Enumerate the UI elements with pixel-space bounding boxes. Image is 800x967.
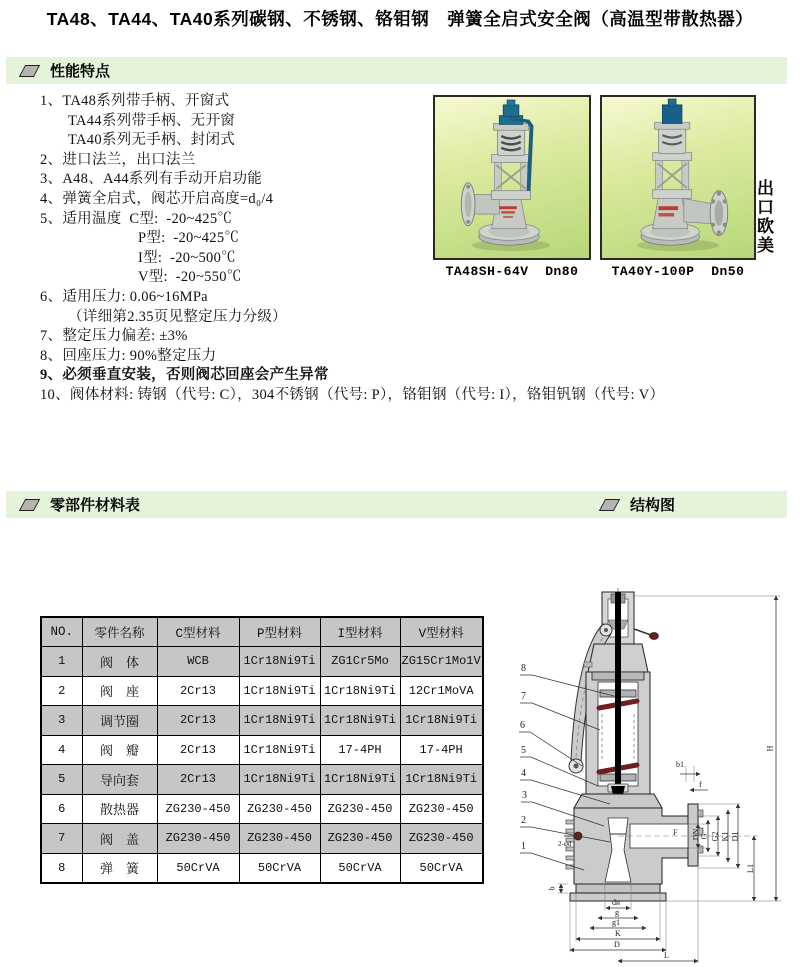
callout-number: 4	[521, 768, 526, 779]
cell-i-material: 1Cr18Ni9Ti	[320, 706, 400, 736]
cell-v-material: 17-4PH	[400, 735, 483, 765]
feature-item: 6、适用压力: 0.06~16MPa	[40, 288, 208, 305]
structure-heading-group	[586, 491, 675, 518]
dim-label-H: H	[765, 745, 775, 752]
parallelogram-icon	[599, 499, 620, 511]
product-caption-ta48: TA48SH-64V Dn80	[445, 264, 579, 279]
cell-c-material: 2Cr13	[157, 676, 239, 706]
feature-item: P型: -20~425℃	[138, 230, 240, 247]
section-header-materials	[6, 491, 787, 518]
callout-number: 6	[520, 720, 525, 731]
dim-label-f: f	[699, 780, 702, 789]
table-row	[41, 824, 483, 854]
table-row	[41, 706, 483, 736]
cell-p-material: 1Cr18Ni9Ti	[239, 676, 320, 706]
cell-c-material: WCB	[157, 647, 239, 677]
product-photo-ta48	[433, 95, 591, 260]
dim-label-g: g	[615, 908, 619, 917]
cell-part-name: 阀 瓣	[82, 735, 157, 765]
valve-with-lever-illustration	[435, 97, 589, 258]
cell-v-material: 50CrVA	[400, 853, 483, 883]
product-photo-ta40	[600, 95, 756, 260]
cell-i-material: ZG230-450	[320, 824, 400, 854]
cell-c-material: 2Cr13	[157, 706, 239, 736]
cell-part-name: 导向套	[82, 765, 157, 795]
parallelogram-icon	[19, 65, 40, 77]
cell-i-material: 17-4PH	[320, 735, 400, 765]
feature-item: 4、弹簧全启式，阀芯开启高度=d₀/4	[40, 190, 274, 207]
cell-part-name: 阀 座	[82, 676, 157, 706]
table-row	[41, 647, 483, 677]
cell-p-material: 50CrVA	[239, 853, 320, 883]
feature-item: 8、回座压力: 90%整定压力	[40, 347, 217, 364]
col-header-part: 零件名称	[82, 617, 157, 647]
cell-c-material: 2Cr13	[157, 765, 239, 795]
col-header-p: P型材料	[239, 617, 320, 647]
cell-no: 7	[41, 824, 82, 854]
feature-item: TA44系列带手柄、无开窗	[68, 112, 236, 129]
valve-cross-section	[564, 592, 703, 901]
materials-heading: 零部件材料表	[50, 497, 141, 514]
cell-c-material: 50CrVA	[157, 853, 239, 883]
cell-no: 1	[41, 647, 82, 677]
features-heading: 性能特点	[50, 63, 111, 80]
cell-p-material: ZG230-450	[239, 794, 320, 824]
materials-table	[40, 616, 484, 884]
feature-item: （详细第2.35页见整定压力分级）	[68, 308, 287, 325]
dim-label-b: b	[547, 886, 557, 891]
cell-no: 4	[41, 735, 82, 765]
cell-no: 8	[41, 853, 82, 883]
callout-number: 5	[521, 745, 526, 756]
col-header-c: C型材料	[157, 617, 239, 647]
cell-v-material: ZG230-450	[400, 824, 483, 854]
feature-item: TA40系列无手柄、封闭式	[68, 132, 236, 149]
feature-item: I型: -20~500℃	[138, 249, 236, 266]
cell-part-name: 弹 簧	[82, 853, 157, 883]
export-orientation-label: 出口欧美	[757, 179, 774, 255]
cell-p-material: 1Cr18Ni9Ti	[239, 647, 320, 677]
cell-v-material: ZG230-450	[400, 794, 483, 824]
dim-label-2-phi-d: 2-φd	[558, 840, 572, 848]
cell-no: 5	[41, 765, 82, 795]
cell-v-material: 1Cr18Ni9Ti	[400, 706, 483, 736]
feature-item: 3、A48、A44系列有手动开启功能	[40, 171, 263, 188]
cell-part-name: 散热器	[82, 794, 157, 824]
structure-heading: 结构图	[630, 497, 676, 514]
section-header-features	[6, 57, 787, 84]
cell-part-name: 阀 盖	[82, 824, 157, 854]
cell-c-material: 2Cr13	[157, 735, 239, 765]
dim-label-G2: G2	[710, 831, 720, 842]
cell-p-material: 1Cr18Ni9Ti	[239, 706, 320, 736]
feature-item: V型: -20~550℃	[138, 269, 242, 286]
feature-item: 2、进口法兰，出口法兰	[40, 151, 196, 168]
table-row	[41, 676, 483, 706]
callout-number: 8	[521, 663, 526, 674]
cell-no: 2	[41, 676, 82, 706]
product-caption-ta40: TA40Y-100P Dn50	[611, 264, 745, 279]
table-row	[41, 735, 483, 765]
feature-item: 10、阀体材料: 铸钢（代号: C），304不锈钢（代号: P），铬钼钢（代号: I），铬钼钒钢（代号: V）	[40, 386, 665, 403]
cell-no: 3	[41, 706, 82, 736]
cell-i-material: ZG230-450	[320, 794, 400, 824]
col-header-no: NO.	[41, 617, 82, 647]
feature-item: 5、适用温度 C型: -20~425℃	[40, 210, 233, 227]
callout-number: 1	[521, 841, 526, 852]
dim-label-K: K	[615, 929, 621, 938]
col-header-v: V型材料	[400, 617, 483, 647]
table-row	[41, 765, 483, 795]
cell-i-material: 50CrVA	[320, 853, 400, 883]
cell-v-material: 1Cr18Ni9Ti	[400, 765, 483, 795]
cell-p-material: ZG230-450	[239, 824, 320, 854]
table-header-row	[41, 617, 483, 647]
dim-label-D: D	[614, 940, 620, 949]
table-row	[41, 853, 483, 883]
feature-item: 7、整定压力偏差: ±3%	[40, 328, 188, 345]
cell-i-material: 1Cr18Ni9Ti	[320, 676, 400, 706]
parallelogram-icon	[19, 499, 40, 511]
dim-label-g1: g1	[612, 918, 620, 927]
cell-no: 6	[41, 794, 82, 824]
cell-p-material: 1Cr18Ni9Ti	[239, 765, 320, 795]
cell-v-material: 12Cr1MoVA	[400, 676, 483, 706]
cell-i-material: 1Cr18Ni9Ti	[320, 765, 400, 795]
dim-label-DN: DN	[691, 828, 701, 841]
callout-number: 2	[521, 815, 526, 826]
table-row	[41, 794, 483, 824]
cell-v-material: ZG15Cr1Mo1V	[400, 647, 483, 677]
page-title: TA48、TA44、TA40系列碳钢、不锈钢、铬钼钢 弹簧全启式安全阀（高温型带散热器）	[46, 9, 754, 29]
cell-c-material: ZG230-450	[157, 824, 239, 854]
cell-p-material: 1Cr18Ni9Ti	[239, 735, 320, 765]
dim-label-b1: b1	[676, 760, 684, 769]
feature-item: 9、必须垂直安装，否则阀芯回座会产生异常	[40, 367, 329, 384]
dim-label-L1: L1	[745, 864, 755, 873]
dim-label-dn: dn	[612, 898, 620, 907]
cell-c-material: ZG230-450	[157, 794, 239, 824]
cell-i-material: ZG1Cr5Mo	[320, 647, 400, 677]
callout-number: 7	[521, 691, 526, 702]
col-header-i: I型材料	[320, 617, 400, 647]
dim-label-D1: D1	[730, 831, 740, 842]
structure-diagram-drawing	[518, 532, 800, 964]
feature-item: 1、TA48系列带手柄、开窗式	[40, 93, 230, 109]
valve-no-lever-illustration	[602, 97, 754, 258]
structure-diagram	[518, 532, 800, 964]
cell-part-name: 调节圈	[82, 706, 157, 736]
dim-label-K1: K1	[720, 831, 730, 842]
dim-label-F: F	[673, 828, 678, 837]
dim-label-G: G	[699, 833, 709, 840]
callout-number: 3	[522, 790, 527, 801]
cell-part-name: 阀 体	[82, 647, 157, 677]
dim-label-L: L	[664, 951, 669, 960]
